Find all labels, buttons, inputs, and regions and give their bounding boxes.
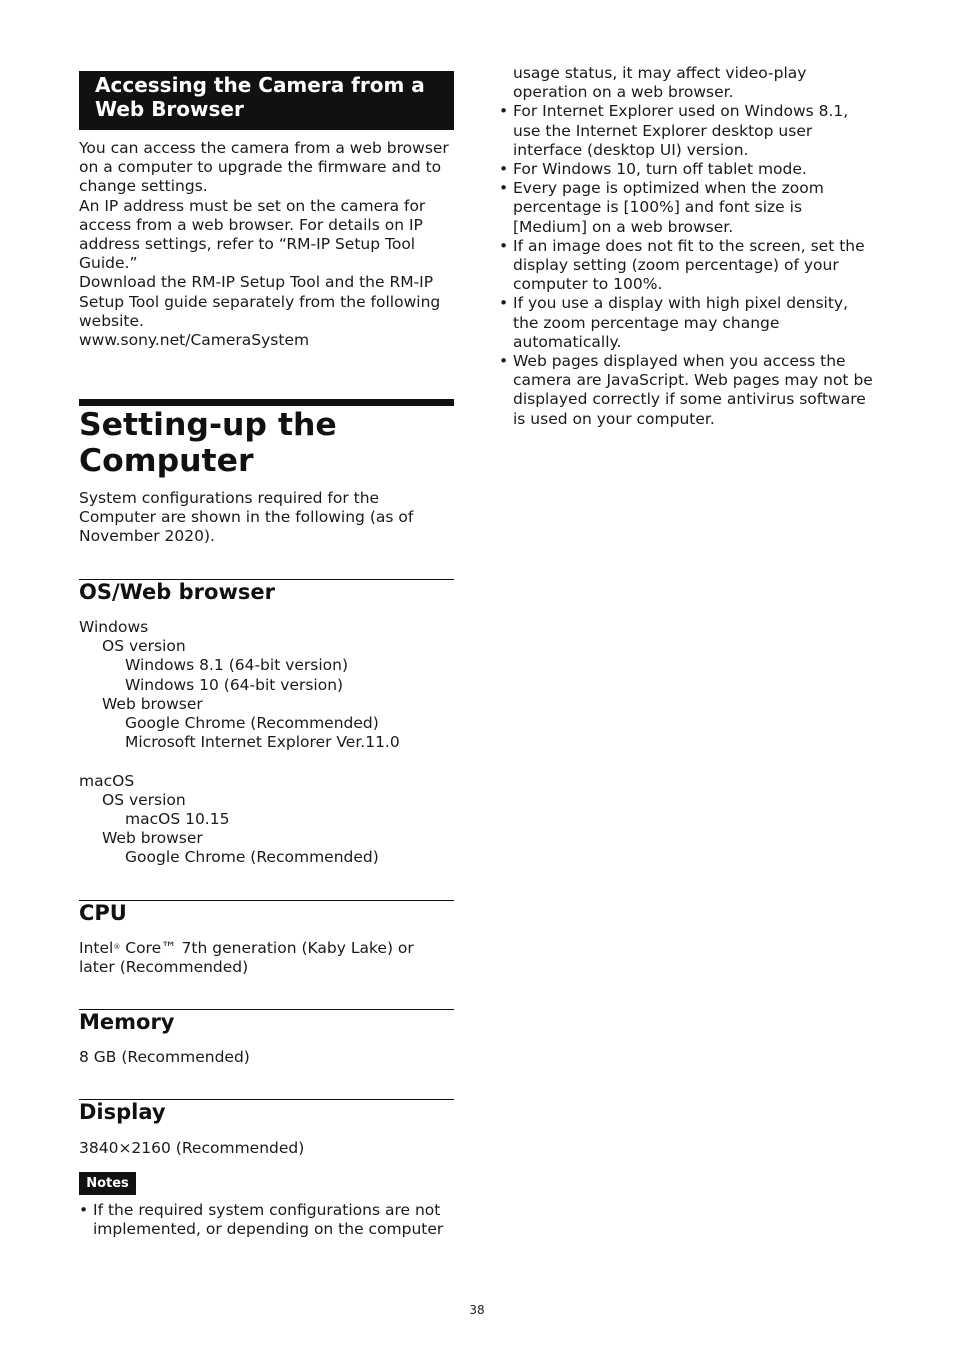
- registered-mark: ®: [113, 943, 121, 951]
- windows-browser-item: Microsoft Internet Explorer Ver.11.0: [125, 733, 400, 752]
- windows-browser-item: Google Chrome (Recommended): [125, 714, 379, 733]
- windows-os-version-label: OS version: [102, 637, 186, 656]
- download-paragraph: Download the RM-IP Setup Tool and the RM-IP Setup Tool guide separately from the following website.: [79, 273, 441, 330]
- section-title-bar: [79, 71, 454, 130]
- chapter-rule: [79, 399, 454, 406]
- website-url: www.sony.net/CameraSystem: [79, 331, 310, 350]
- display-heading: Display: [79, 1100, 166, 1124]
- os-heading: OS/Web browser: [79, 580, 275, 604]
- mac-os-version-label: OS version: [102, 790, 186, 809]
- windows-version-item: Windows 10 (64-bit version): [125, 675, 344, 694]
- os-list: [79, 618, 457, 868]
- chapter-title: Setting-up the Computer: [79, 407, 337, 479]
- mac-browser-label: Web browser: [102, 829, 203, 848]
- chapter-intro: System configurations required for the Computer are shown in the following (as of November 2020).: [79, 489, 414, 546]
- windows-label: Windows: [79, 618, 149, 636]
- memory-text: 8 GB (Recommended): [79, 1048, 250, 1066]
- spacer: [79, 752, 457, 771]
- page-number: 38: [469, 1303, 485, 1317]
- notes-badge: Notes: [79, 1172, 136, 1195]
- windows-browser-label: Web browser: [102, 694, 203, 713]
- mac-browser-item: Google Chrome (Recommended): [125, 848, 379, 867]
- note-item: • Every page is optimized when the zoom percentage is [100%] and font size is [Medium] on a web browser.: [499, 179, 874, 237]
- display-text: 3840×2160 (Recommended): [79, 1139, 305, 1157]
- cpu-heading: CPU: [79, 901, 127, 925]
- cpu-description: Core™ 7th generation (Kaby Lake) or later (Recommended): [79, 939, 414, 977]
- cpu-text: [79, 939, 454, 977]
- note-item: • If the required system configurations are not implemented, or depending on the computer: [79, 1201, 454, 1239]
- note-item: • Web pages displayed when you access the camera are JavaScript. Web pages may not be displayed correctly if some antivirus software is used on your computer.: [499, 352, 874, 429]
- ip-address-paragraph: An IP address must be set on the camera for access from a web browser. For details on IP address settings, refer to “RM-IP Setup Tool Guide.”: [79, 196, 426, 273]
- mac-version-item: macOS 10.15: [125, 810, 230, 829]
- note-item: • If you use a display with high pixel density, the zoom percentage may change automatically.: [499, 294, 874, 352]
- section-title: Accessing the Camera from a Web Browser: [95, 73, 425, 121]
- note-item: • If an image does not fit to the screen, set the display setting (zoom percentage) of your computer to 100%.: [499, 237, 874, 295]
- windows-version-item: Windows 8.1 (64-bit version): [125, 656, 349, 675]
- memory-heading: Memory: [79, 1010, 175, 1034]
- mac-label: macOS: [79, 771, 135, 790]
- note-item: • For Internet Explorer used on Windows 8.1, use the Internet Explorer desktop user interface (desktop UI) version.: [499, 102, 874, 160]
- note-item-continued: usage status, it may affect video-play operation on a web browser.: [513, 64, 807, 102]
- section-body: [79, 139, 454, 350]
- note-item: • For Windows 10, turn off tablet mode.: [499, 160, 874, 179]
- intro-paragraph: You can access the camera from a web browser on a computer to upgrade the firmware and to change settings.: [79, 139, 449, 196]
- notes-list-left: [79, 1201, 454, 1239]
- cpu-brand: Intel: [79, 939, 114, 957]
- notes-list-right: [499, 64, 874, 429]
- cpu-rule: [79, 900, 454, 901]
